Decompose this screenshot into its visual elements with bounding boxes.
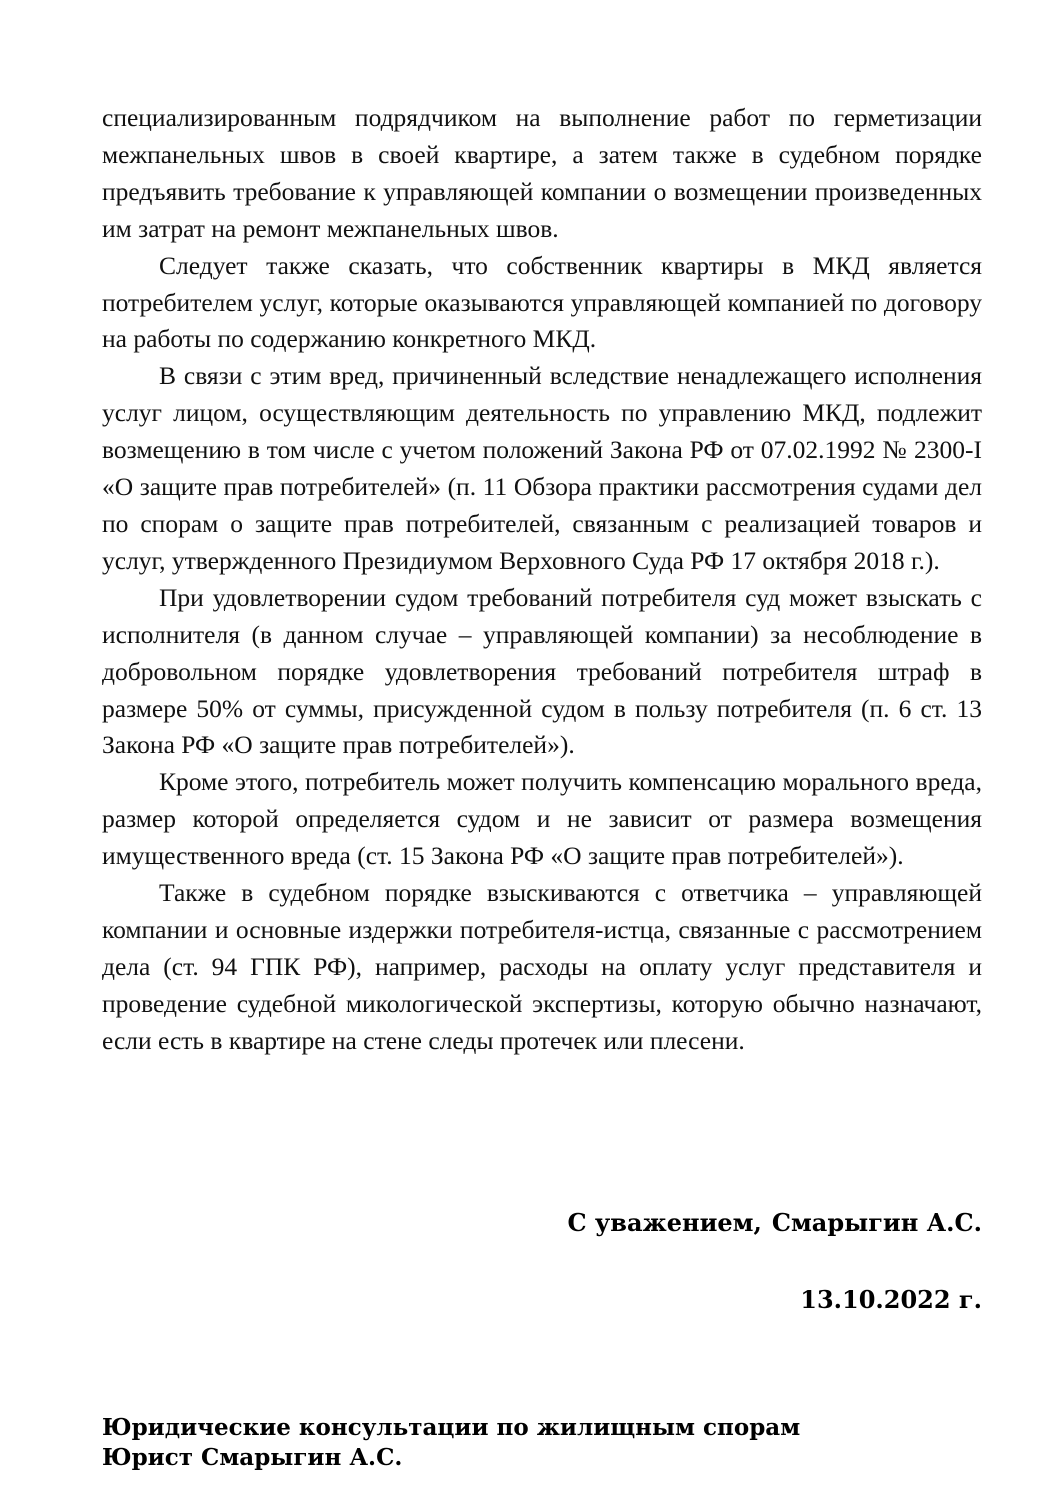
signature-line: [567, 1206, 982, 1240]
paragraph-penalty: При удовлетворении судом требований потребителя суд может взыскать с исполнителя (в данном случае – управляющей компании) за несоблюдение в добровольном порядке удовлетворения требований потребителя штраф в размере 50% от суммы, присужденной судом в пользу потребителя (п. 6 ст. 13 Закона РФ «О защите прав потребителей»).: [102, 582, 982, 760]
closing-author: Смарыгин А.С.: [771, 1208, 982, 1237]
footer: [102, 1413, 800, 1473]
paragraph-continuation: специализированным подрядчиком на выполнение работ по герметизации межпанельных швов в своей квартире, а затем также в судебном порядке предъявить требование к управляющей компании о возмещении произведенных им затрат на ремонт межпанельных швов.: [102, 103, 982, 243]
closing-greeting: С уважением,: [567, 1208, 762, 1237]
paragraph-damage-compensation: В связи с этим вред, причиненный вследствие ненадлежащего исполнения услуг лицом, осуществляющим деятельность по управлению МКД, подлежит возмещению в том числе с учетом положений Закона РФ от 07.02.1992 № 2300-I «О защите прав потребителей» (п. 11 Обзора практики рассмотрения судами дел по спорам о защите прав потребителей, связанным с реализацией товаров и услуг, утвержденного Президиумом Верховного Суда РФ 17 октября 2018 г.).: [102, 361, 982, 575]
paragraph-court-costs: Также в судебном порядке взыскиваются с ответчика – управляющей компании и основные издержки потребителя-истца, связанные с рассмотрением дела (ст. 94 ГПК РФ), например, расходы на оплату услуг представителя и проведение судебной микологической экспертизы, которую обычно назначают, если есть в квартире на стене следы протечек или плесени.: [102, 878, 982, 1055]
footer-line-services: Юридические консультации по жилищным спорам: [102, 1414, 801, 1441]
document-body: [102, 100, 982, 1060]
paragraph-consumer-status: Следует также сказать, что собственник квартиры в МКД является потребителем услуг, которые оказываются управляющей компанией по договору на работы по содержанию конкретного МКД.: [102, 250, 982, 354]
document-date: 13.10.2022 г.: [800, 1285, 982, 1314]
footer-line-lawyer: Юрист Смарыгин А.С.: [102, 1444, 403, 1471]
paragraph-moral-damage: Кроме этого, потребитель может получить компенсацию морального вреда, размер которой определяется судом и не зависит от размера возмещения имущественного вреда (ст. 15 Закона РФ «О защите прав потребителей»).: [102, 767, 982, 871]
